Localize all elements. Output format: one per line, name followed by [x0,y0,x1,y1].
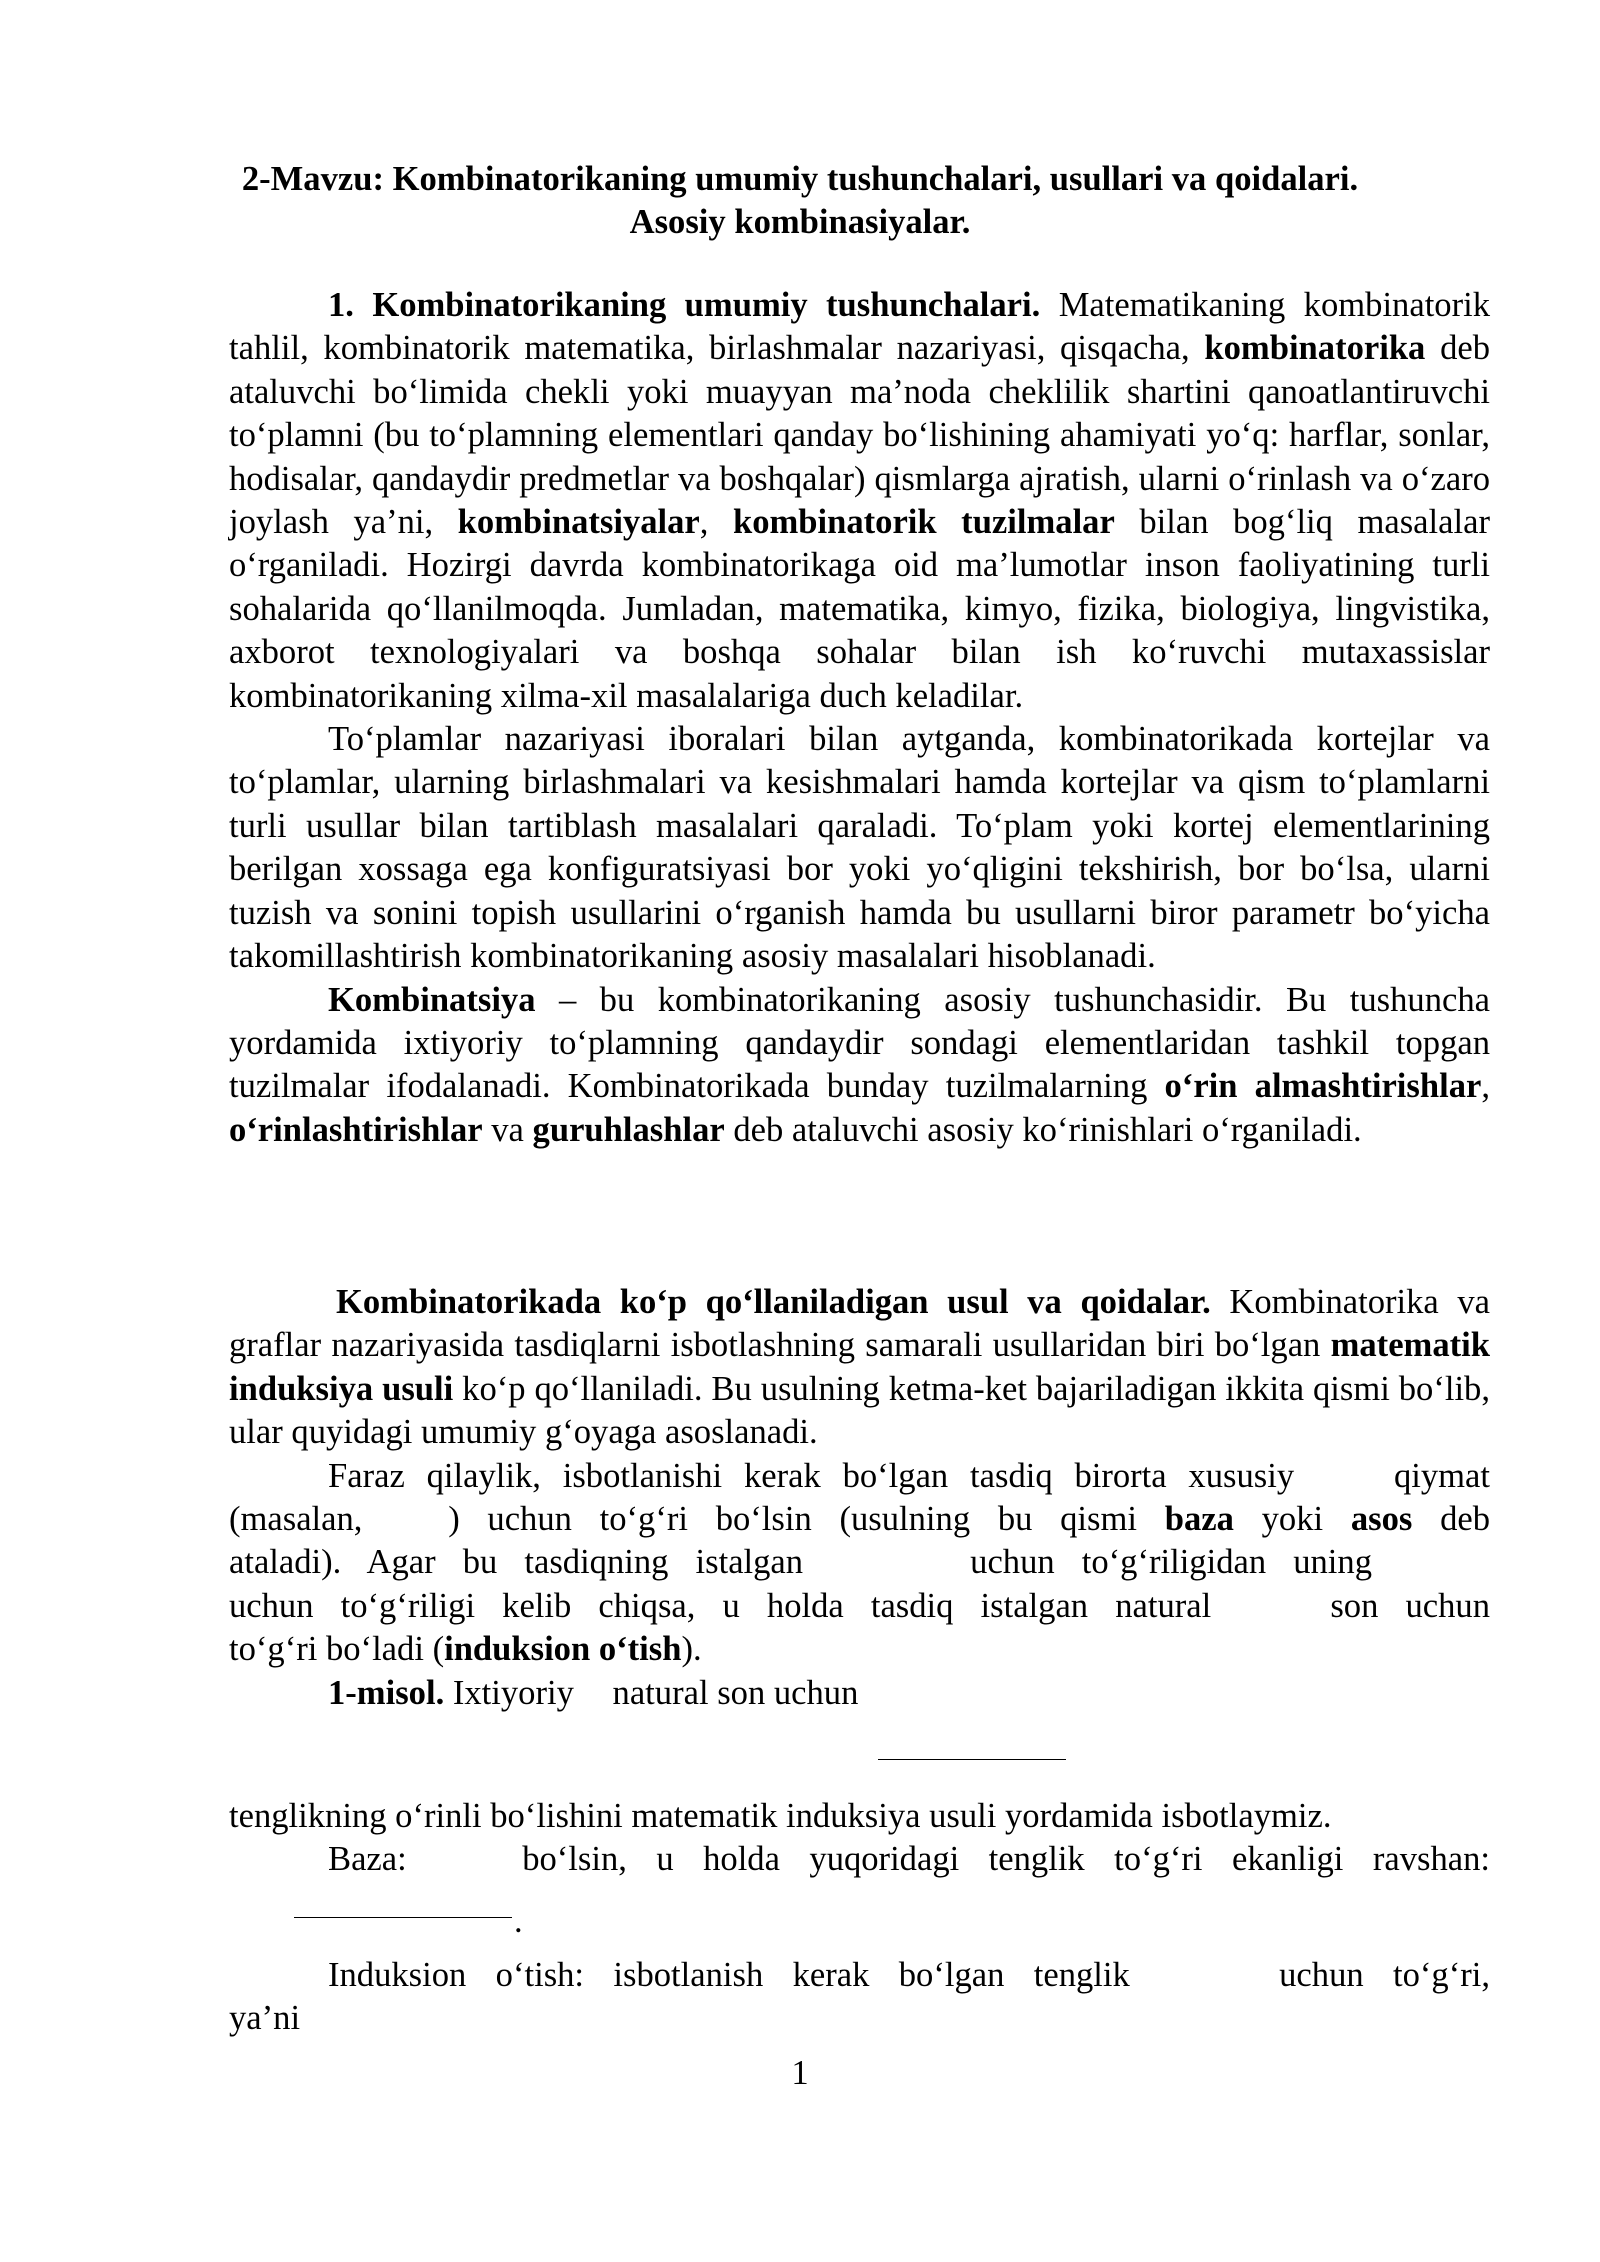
assumption-line-3 [229,1541,1490,1584]
induction-step-line [229,1954,1490,2041]
example-1-label: 1-misol. [328,1673,445,1712]
paragraph-text: ). [681,1630,702,1669]
paragraph-text: deb ataluvchi asosiy ko‘rinishlari o‘rganiladi. [733,1110,1362,1149]
term-kombinatsiyalar: kombinatsiyalar [457,503,700,542]
section-1-paragraph-3 [229,979,1490,1153]
paragraph-text: Kombinatorika va graflar nazariyasida tasdiqlarni isbotlashning samarali usullaridan biri bo‘lgan [229,1283,1491,1365]
paragraph-text: Matematikaning kombinatorik tahlil, kombinatorik matematika, birlashmalar nazariyasi, qisqacha, [229,286,1490,368]
paragraph-text: qiymat [1393,1456,1490,1495]
base-case-line [229,1838,1490,1881]
induction-step-continuation: ya’ni [229,1999,301,2038]
paragraph-text: natural son uchun [612,1673,859,1712]
paragraph-text: uchun to‘g‘riligidan uning [970,1543,1372,1582]
paragraph-text: to‘g‘ri bo‘ladi ( [229,1630,445,1669]
assumption-line-5 [229,1628,1490,1671]
base-case-text [229,1838,1490,1881]
punctuation: , [699,503,709,542]
paragraph-text: deb [1440,1500,1491,1539]
equation-conclusion-text: tenglikning o‘rinli bo‘lishini matematik induksiya usuli yordamida isbotlaymiz. [229,1797,1332,1835]
section-1-paragraph-1 [229,284,1490,718]
paragraph-text: Induksion o‘tish: isbotlanish kerak bo‘lgan tenglik [328,1956,1130,1994]
paragraph-text: Faraz qilaylik, isbotlanishi kerak bo‘lgan tasdiq birorta xususiy [328,1456,1295,1495]
term-guruhlashlar: guruhlashlar [532,1110,725,1149]
term-matematik-induksiya-usuli: matematik induksiya usuli [229,1326,1490,1408]
paragraph-text: bo‘lsin, u holda yuqoridagi tenglik to‘g‘ri ekanligi ravshan: [522,1840,1490,1878]
paragraph-text: Ixtiyoriy [452,1673,574,1712]
assumption-line-4 [229,1585,1490,1628]
term-asos: asos [1350,1500,1413,1539]
term-induksion-otish: induksion o‘tish [444,1630,682,1669]
page-number: 1 [791,2054,809,2092]
section-1-paragraph-2: To‘plamlar nazariyasi iboralari bilan aytganda, kombinatorikada kortejlar va to‘plamlar, ularning birlashmalari va kesishmalari hamda kortejlar va qism to‘plamlarni turli usullar bilan tartiblash masalalari qaraladi. To‘plam yoki kortej elementlarining berilgan xossaga ega konfiguratsiyasi bor yoki yo‘qligini tekshirish, bor bo‘lsa, ularni tuzish va sonini topish usullarini o‘rganish hamda bu usullarni biror parametr bo‘yicha takomillashtirish kombinatorikaning asosiy masalalari hisoblanadi. [229,720,1490,976]
section-2 [229,1281,1490,1715]
base-case-period: . [514,1902,523,1940]
example-1-statement [229,1672,1490,1715]
paragraph-text: ko‘p qo‘llaniladi. Bu usulning ketma-ket bajariladigan ikkita qismi bo‘lib, ular quyidagi umumiy g‘oyaga asoslanadi. [229,1369,1490,1452]
document-title-line1: 2-Mavzu: Kombinatorikaning umumiy tushunchalari, usullari va qoidalari. [241,160,1359,198]
base-case-label: Baza: [328,1840,407,1878]
section-2-heading: Kombinatorikada ko‘p qo‘llaniladigan usul va qoidalar. [336,1283,1211,1321]
paragraph-text: bilan bog‘liq masalalar o‘rganiladi. Hozirgi davrda kombinatorikaga oid ma’lumotlar inson faoliyatining turli sohalarida qo‘llanilmoqda. Jumladan, matematika, kimyo, fizika, biologiya, lingvistika, axborot texnologiyalari va boshqa sohalar bilan ish ko‘ruvchi mutaxassislar kombinatorikaning xilma-xil masalalariga duch keladilar. [229,503,1490,715]
base-case-fraction-bar [294,1917,512,1918]
paragraph-text: va [491,1110,524,1149]
term-baza: baza [1164,1500,1234,1539]
term-orinlashtirishlar: o‘rinlashtirishlar [229,1110,483,1149]
paragraph-text: son uchun [1330,1586,1490,1625]
section-1 [229,284,1490,1152]
paragraph-text: uchun to‘g‘riligi kelib chiqsa, u holda tasdiq istalgan natural [229,1586,1212,1625]
term-kombinatsiya: Kombinatsiya [328,980,536,1019]
paragraph-text: ) uchun to‘g‘ri bo‘lsin (usulning bu qismi [448,1500,1137,1539]
paragraph-text: ataladi). Agar bu tasdiqning istalgan [229,1543,804,1582]
term-kombinatorik-tuzilmalar: kombinatorik tuzilmalar [732,503,1115,542]
paragraph-text: deb ataluvchi bo‘limida chekli yoki muayyan ma’noda cheklilik shartini qanoatlantiruvchi to‘plamni (bu to‘plamning elementlari qanday bo‘lishining ahamiyati yo‘q: harflar, sonlar, hodisalar, qandaydir predmetlar va boshqalar) qismlarga ajratish, ularni o‘rinlash va o‘zaro joylash ya’ni, [229,329,1490,542]
equation-fraction-bar [878,1759,1066,1760]
document-title-line2: Asosiy kombinasiyalar. [629,203,971,241]
paragraph-text: – bu kombinatorikaning asosiy tushunchasidir. Bu tushuncha yordamida ixtiyoriy to‘plamning qandaydir sondagi elementlaridan tashkil topgan tuzilmalar ifodalanadi. Kombinatorikada bunday tuzilmalarning [229,980,1490,1106]
paragraph-text: (masalan, [229,1500,363,1539]
punctuation: , [1481,1067,1490,1106]
term-orin-almashtirishlar: o‘rin almashtirishlar [1164,1067,1482,1106]
paragraph-text: uchun to‘g‘ri, [1279,1956,1490,1994]
assumption-line-2 [229,1498,1490,1541]
section-1-heading: 1. Kombinatorikaning umumiy tushunchalari. [328,286,1041,324]
section-2-paragraph-1 [229,1281,1490,1455]
induction-step-text [229,1954,1490,1997]
term-kombinatorika: kombinatorika [1204,329,1426,368]
assumption-line-1 [229,1455,1490,1498]
paragraph-text: yoki [1261,1500,1324,1539]
